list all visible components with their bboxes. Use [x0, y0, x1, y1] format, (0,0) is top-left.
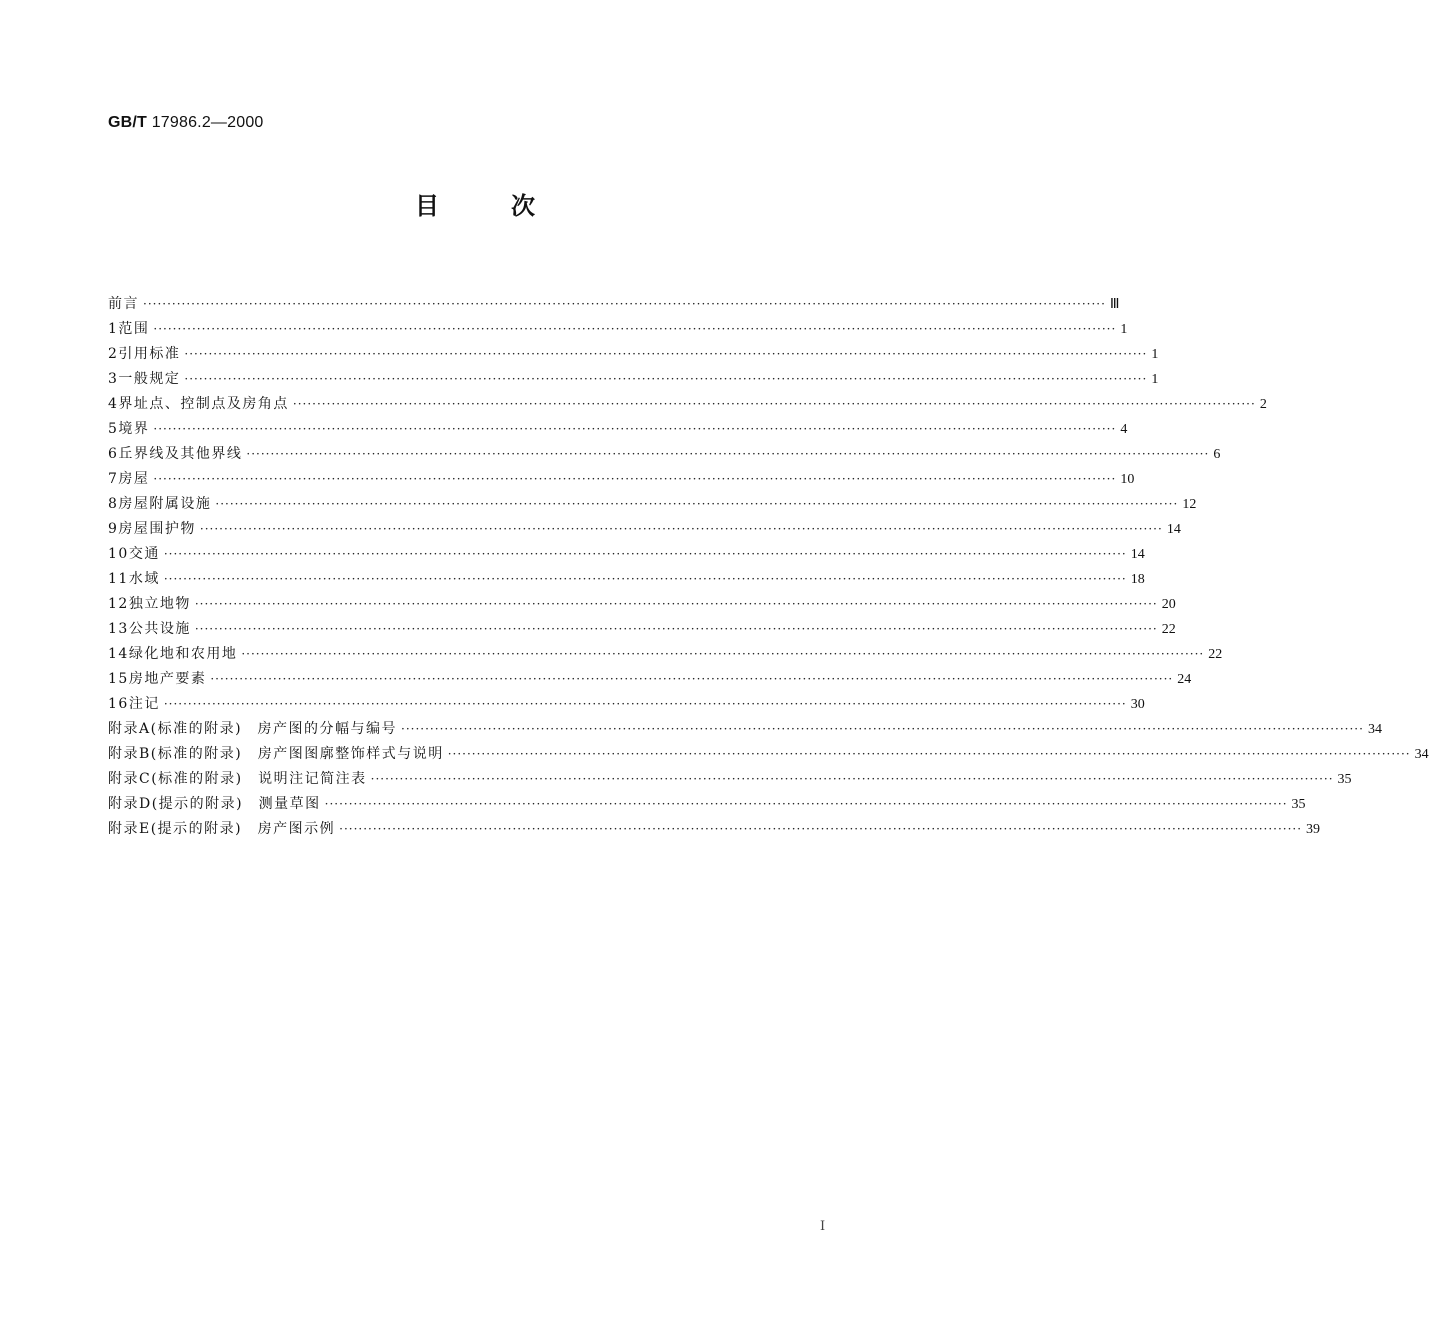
toc-leader-dots: ········································································································································································································ — [447, 747, 1411, 761]
toc-leader-dots: ········································································································································································································ — [194, 622, 1158, 636]
toc-entry-number: 11 — [108, 571, 129, 587]
toc-entry-label: 范围 — [118, 321, 150, 337]
toc-entry-label: 房屋附属设施 — [118, 496, 212, 512]
toc-leader-dots: ········································································································································································································ — [241, 647, 1205, 661]
toc-entry-page: 1 — [1151, 347, 1159, 362]
toc-entry-page: 6 — [1213, 447, 1221, 462]
toc-entry-page: 39 — [1306, 822, 1321, 837]
toc-leader-dots: ········································································································································································································ — [199, 522, 1163, 536]
toc-entry-label: 房屋围护物 — [118, 521, 196, 537]
toc-entry-number: 9 — [108, 521, 119, 537]
standard-prefix: GB/T — [108, 114, 148, 131]
toc-leader-dots: ········································································································································································································ — [163, 547, 1127, 561]
standard-code — [108, 114, 264, 132]
toc-entry-number: 3 — [108, 371, 119, 387]
toc-entry-page: 30 — [1130, 697, 1145, 712]
toc-entry-number: 6 — [108, 446, 119, 462]
toc-entry[interactable] — [108, 393, 1267, 418]
page-number: I — [820, 1219, 826, 1234]
toc-entry-label: 房地产要素 — [128, 671, 207, 687]
toc-entry-label: 水域 — [128, 571, 160, 587]
page-title: 目次 — [415, 191, 607, 220]
toc-entry[interactable] — [108, 768, 1352, 793]
toc-entry[interactable] — [108, 668, 1192, 693]
toc-entry-page: 24 — [1177, 672, 1192, 687]
toc-entry-label: 附录E(提示的附录) 房产图示例 — [108, 821, 336, 837]
toc-entry-page: 35 — [1337, 772, 1352, 787]
toc-leader-dots: ········································································································································································································ — [246, 447, 1210, 461]
toc-entry-page: 1 — [1120, 322, 1128, 337]
toc-entry[interactable] — [108, 468, 1135, 493]
toc-entry[interactable] — [108, 818, 1321, 843]
toc-entry-number: 13 — [108, 621, 129, 637]
toc-entry-label: 附录C(标准的附录) 说明注记简注表 — [108, 771, 367, 787]
toc-leader-dots: ········································································································································································································ — [292, 397, 1256, 411]
toc-leader-dots: ········································································································································································································ — [184, 347, 1148, 361]
toc-entry-number: 1 — [108, 321, 119, 337]
toc-entry-page: 18 — [1130, 572, 1145, 587]
toc-entry-number: 2 — [108, 346, 119, 362]
toc-leader-dots: ········································································································································································································ — [215, 497, 1179, 511]
toc-leader-dots: ········································································································································································································ — [163, 572, 1127, 586]
toc-entry[interactable] — [108, 618, 1176, 643]
toc-entry[interactable] — [108, 643, 1223, 668]
toc-entry-number: 8 — [108, 496, 119, 512]
toc-entry-number: 14 — [108, 646, 129, 662]
toc-entry-number: 12 — [108, 596, 129, 612]
table-of-contents — [108, 293, 1429, 843]
toc-entry-label: 境界 — [118, 421, 150, 437]
toc-entry[interactable] — [108, 743, 1429, 768]
toc-entry-label: 界址点、控制点及房角点 — [118, 396, 289, 412]
toc-leader-dots: ········································································································································································································ — [324, 797, 1288, 811]
toc-entry-number: 15 — [108, 671, 129, 687]
toc-entry-page: 10 — [1120, 472, 1135, 487]
toc-entry-label: 独立地物 — [128, 596, 191, 612]
toc-entry[interactable] — [108, 343, 1159, 368]
toc-entry[interactable] — [108, 443, 1221, 468]
toc-entry-page: 20 — [1161, 597, 1176, 612]
toc-leader-dots: ········································································································································································································ — [401, 722, 1364, 736]
toc-entry-page: 4 — [1120, 422, 1128, 437]
toc-entry[interactable] — [108, 518, 1181, 543]
toc-entry[interactable] — [108, 793, 1306, 818]
toc-entry-label: 引用标准 — [118, 346, 181, 362]
toc-entry[interactable] — [108, 568, 1145, 593]
toc-entry-label: 附录B(标准的附录) 房产图图廓整饰样式与说明 — [108, 746, 444, 762]
toc-entry[interactable] — [108, 368, 1159, 393]
toc-entry[interactable] — [108, 493, 1197, 518]
toc-entry-number: 16 — [108, 696, 129, 712]
toc-entry-page: 14 — [1166, 522, 1181, 537]
toc-entry-label: 丘界线及其他界线 — [118, 446, 243, 462]
toc-entry[interactable] — [108, 318, 1128, 343]
toc-entry-number: 4 — [108, 396, 119, 412]
toc-entry[interactable] — [108, 293, 1120, 318]
toc-entry-page: 14 — [1130, 547, 1145, 562]
toc-entry[interactable] — [108, 693, 1145, 718]
toc-entry-page: Ⅲ — [1109, 297, 1120, 312]
toc-entry-label: 一般规定 — [118, 371, 181, 387]
toc-leader-dots: ········································································································································································································ — [163, 697, 1127, 711]
toc-leader-dots: ········································································································································································································ — [210, 672, 1174, 686]
toc-leader-dots: ········································································································································································································ — [339, 822, 1303, 836]
toc-entry-label: 附录A(标准的附录) 房产图的分幅与编号 — [108, 721, 398, 737]
toc-entry-page: 1 — [1151, 372, 1159, 387]
toc-entry-number: 7 — [108, 471, 119, 487]
toc-entry-page: 12 — [1182, 497, 1197, 512]
toc-entry-number: 5 — [108, 421, 119, 437]
toc-entry-page: 22 — [1208, 647, 1223, 662]
toc-entry-page: 34 — [1414, 747, 1429, 762]
toc-entry-page: 22 — [1161, 622, 1176, 637]
toc-leader-dots: ········································································································································································································ — [153, 422, 1117, 436]
toc-leader-dots: ········································································································································································································ — [143, 297, 1106, 311]
toc-entry[interactable] — [108, 418, 1128, 443]
toc-entry-label: 绿化地和农用地 — [128, 646, 238, 662]
toc-entry[interactable] — [108, 718, 1382, 743]
toc-entry-page: 35 — [1291, 797, 1306, 812]
toc-leader-dots: ········································································································································································································ — [370, 772, 1334, 786]
toc-entry[interactable] — [108, 593, 1176, 618]
toc-entry-number: 10 — [108, 546, 129, 562]
standard-number: 17986.2—2000 — [151, 114, 264, 131]
toc-entry-label: 房屋 — [118, 471, 150, 487]
toc-leader-dots: ········································································································································································································ — [153, 322, 1117, 336]
toc-leader-dots: ········································································································································································································ — [153, 472, 1117, 486]
toc-entry-label: 交通 — [128, 546, 160, 562]
toc-entry-page: 34 — [1367, 722, 1382, 737]
toc-leader-dots: ········································································································································································································ — [184, 372, 1148, 386]
toc-leader-dots: ········································································································································································································ — [194, 597, 1158, 611]
toc-entry-label: 前言 — [108, 296, 139, 312]
toc-entry-page: 2 — [1259, 397, 1267, 412]
toc-entry-label: 注记 — [128, 696, 160, 712]
toc-entry[interactable] — [108, 543, 1145, 568]
toc-entry-label: 附录D(提示的附录) 测量草图 — [108, 796, 321, 812]
toc-entry-label: 公共设施 — [128, 621, 191, 637]
